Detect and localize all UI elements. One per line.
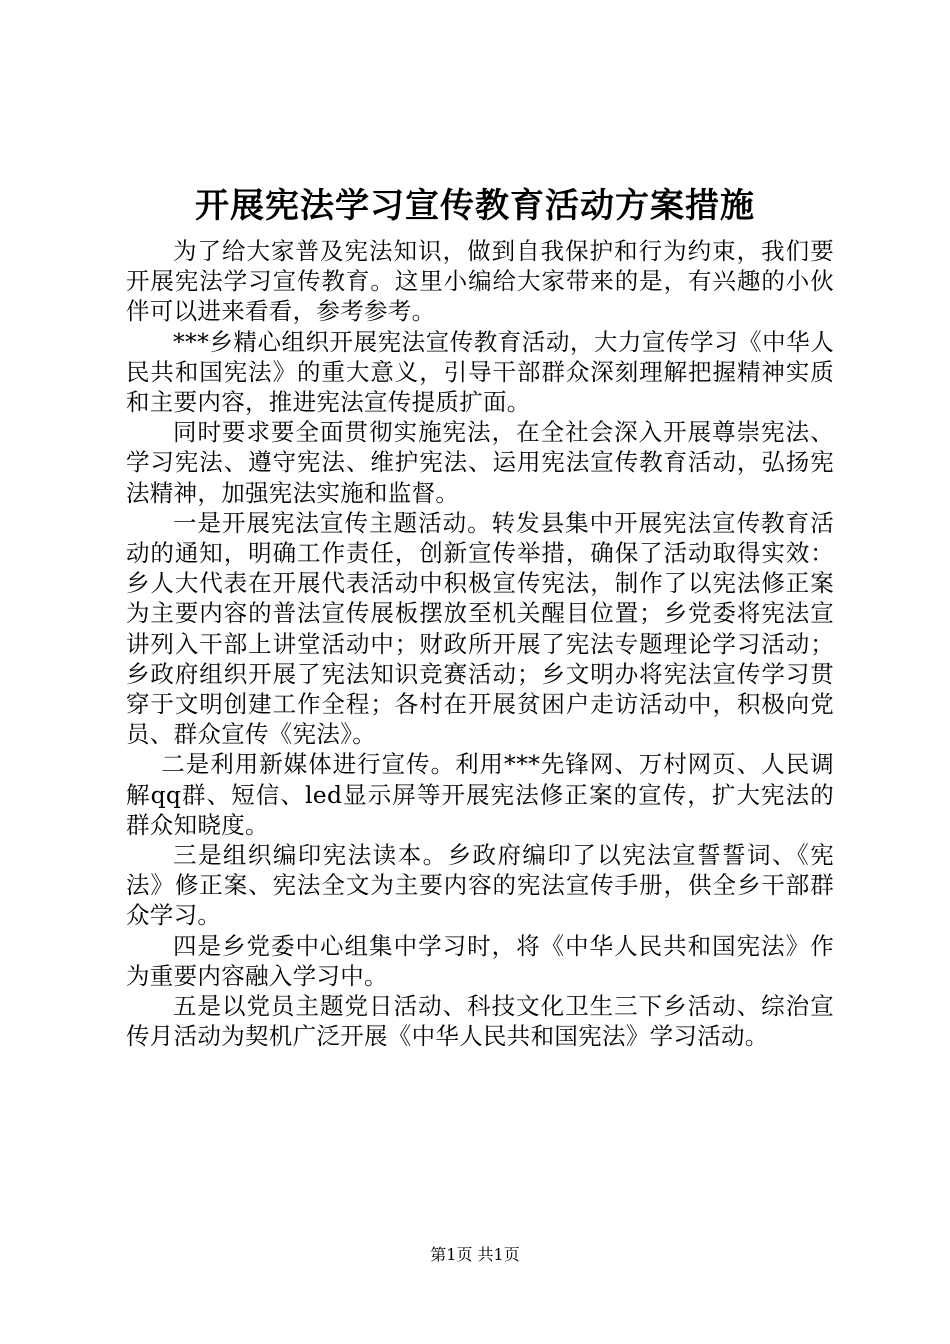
document-title: 开展宪法学习宣传教育活动方案措施 — [195, 186, 755, 226]
document-body — [126, 236, 834, 1051]
paragraph-requirements: 同时要求要全面贯彻实施宪法，在全社会深入开展尊崇宪法、学习宪法、遵守宪法、维护宪法、运用宪法宣传教育活动，弘扬宪法精神，加强宪法实施和监督。 — [126, 418, 834, 507]
page-footer: 第1页 共1页 — [430, 1245, 520, 1264]
paragraph-reader-booklet: 三是组织编印宪法读本。乡政府编印了以宪法宣誓誓词、《宪法》修正案、宪法全文为主要内容的宪法宣传手册，供全乡干部群众学习。 — [126, 841, 834, 930]
paragraph-central-group-study: 四是乡党委中心组集中学习时，将《中华人民共和国宪法》作为重要内容融入学习中。 — [126, 931, 834, 990]
paragraph-theme-activities: 一是开展宪法宣传主题活动。转发县集中开展宪法宣传教育活动的通知，明确工作责任，创新宣传举措，确保了活动取得实效：乡人大代表在开展代表活动中积极宣传宪法，制作了以宪法修正案为主要内容的普法宣传展板摆放至机关醒目位置；乡党委将宪法宣讲列入干部上讲堂活动中；财政所开展了宪法专题理论学习活动；乡政府组织开展了宪法知识竞赛活动；乡文明办将宪法宣传学习贯穿于文明创建工作全程；各村在开展贫困户走访活动中，积极向党员、群众宣传《宪法》。 — [126, 508, 834, 749]
paragraph-party-day: 五是以党员主题党日活动、科技文化卫生三下乡活动、综治宣传月活动为契机广泛开展《中华人民共和国宪法》学习活动。 — [126, 992, 834, 1051]
paragraph-overview: ***乡精心组织开展宪法宣传教育活动，大力宣传学习《中华人民共和国宪法》的重大意义，引导干部群众深刻理解把握精神实质和主要内容，推进宪法宣传提质扩面。 — [126, 327, 834, 417]
paragraph-intro: 为了给大家普及宪法知识，做到自我保护和行为约束，我们要开展宪法学习宣传教育。这里小编给大家带来的是，有兴趣的小伙伴可以进来看看，参考参考。 — [126, 237, 834, 326]
paragraph-new-media: 二是利用新媒体进行宣传。利用***先锋网、万村网页、人民调解qq群、短信、led显示屏等开展宪法修正案的宣传，扩大宪法的群众知晓度。 — [126, 750, 834, 839]
